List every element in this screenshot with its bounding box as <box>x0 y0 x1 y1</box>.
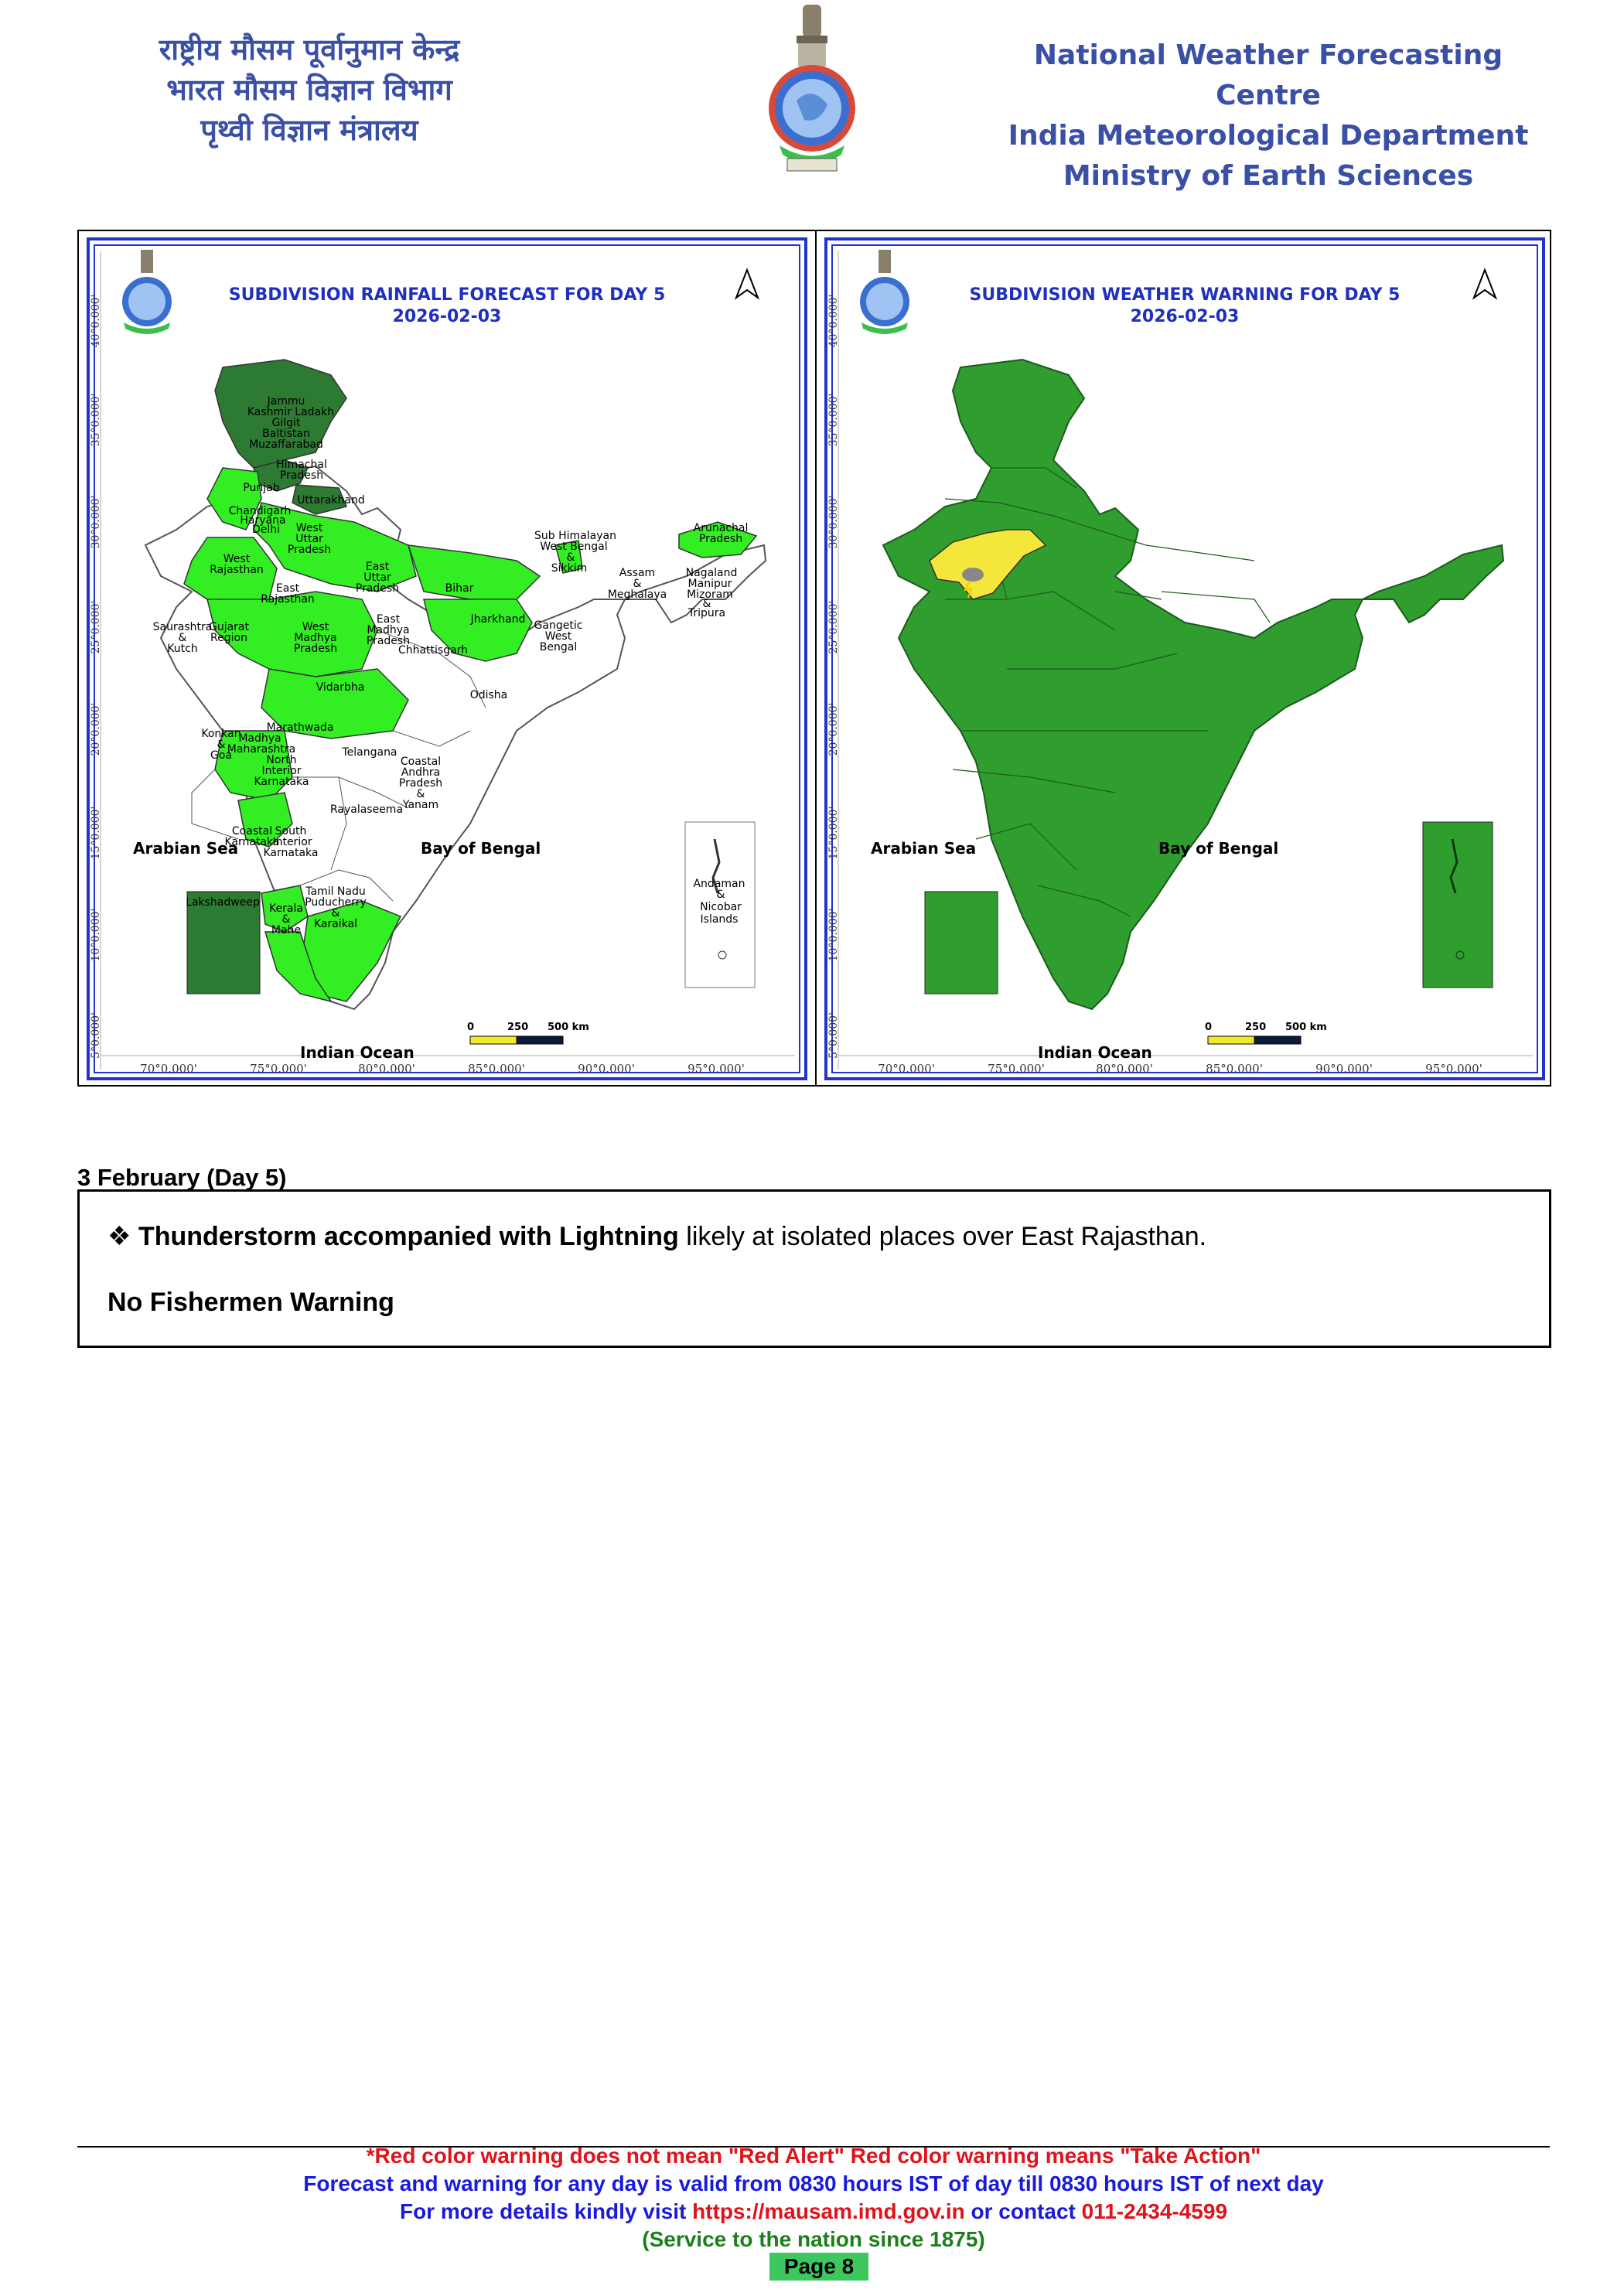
map-label: Pradesh <box>279 469 324 482</box>
warning-map-panel <box>821 236 1548 1082</box>
map-label: West <box>302 621 329 633</box>
map-label: Kerala <box>269 902 303 915</box>
map-label: Madhya <box>238 732 281 745</box>
map-label: Karaikal <box>313 918 358 930</box>
map-label: Interior <box>272 836 312 848</box>
map-label: & <box>633 578 642 590</box>
map-label: Muzaffarabad <box>249 438 323 451</box>
map-label: Andhra <box>401 766 441 779</box>
map-label: Odisha <box>469 689 508 701</box>
map-label: Manipur <box>687 578 732 590</box>
lat-tick: 10°0.000' <box>827 908 840 962</box>
map-label: West <box>544 630 572 643</box>
map-label: Uttar <box>295 533 323 545</box>
warning-map <box>821 236 1548 1082</box>
footer-contact-text: For more details kindly visit <box>399 2199 693 2223</box>
map-label: & <box>416 788 425 800</box>
map-label: Sub Himalayan <box>534 530 616 542</box>
map-label: Marathwada <box>266 722 334 734</box>
footer-contact <box>77 2199 1550 2224</box>
lat-tick: 35°0.000' <box>90 393 102 447</box>
map-label: East <box>376 613 401 626</box>
lat-tick: 30°0.000' <box>827 495 840 549</box>
warning-box <box>77 1189 1551 1348</box>
imd-emblem <box>758 0 866 186</box>
lat-tick: 5°0.000' <box>90 1012 102 1059</box>
map-label: Mizoram <box>687 588 733 601</box>
lon-tick: 90°0.000' <box>578 1062 635 1076</box>
footer-service: (Service to the nation since 1875) <box>642 2227 985 2251</box>
map-title: SUBDIVISION RAINFALL FORECAST FOR DAY 5 <box>228 285 666 305</box>
map-label: East <box>365 561 390 573</box>
map-label: Madhya <box>294 632 337 644</box>
maps-divider <box>815 231 817 1085</box>
map-title: SUBDIVISION WEATHER WARNING FOR DAY 5 <box>969 285 1401 305</box>
lat-tick: 20°0.000' <box>827 702 840 756</box>
map-label: Bengal <box>539 641 578 653</box>
footer-red-note: *Red color warning does not mean "Red Alert" Red color warning means "Take Action" <box>366 2144 1261 2168</box>
page-number: Page 8 <box>769 2253 868 2281</box>
map-label: Andaman <box>693 878 745 890</box>
scale-label: 0 <box>1205 1022 1213 1033</box>
english-line: Ministry of Earth Sciences <box>1063 160 1474 192</box>
lon-tick: 70°0.000' <box>878 1062 935 1076</box>
sea-label: Indian Ocean <box>300 1043 415 1062</box>
map-label: West Bengal <box>540 541 608 553</box>
map-label: Gilgit <box>271 417 301 429</box>
map-label: Rayalaseema <box>329 803 404 816</box>
map-label: Sikkim <box>551 562 588 575</box>
andaman-box <box>1423 822 1493 988</box>
lat-tick: 5°0.000' <box>827 1012 840 1059</box>
map-label: Tripura <box>687 607 726 619</box>
map-label: Pradesh <box>366 635 411 647</box>
lat-tick: 20°0.000' <box>90 702 102 756</box>
phone-number[interactable]: 011-2434-4599 <box>1081 2199 1228 2223</box>
lat-tick: 25°0.000' <box>90 600 102 654</box>
map-label: Lakshadweep <box>186 896 260 909</box>
map-label: Karnataka <box>254 776 309 788</box>
map-label: Coastal <box>400 756 442 768</box>
english-line: India Meteorological Department <box>1008 120 1529 152</box>
map-label: Pradesh <box>287 544 332 556</box>
sea-label: Arabian Sea <box>133 839 239 858</box>
map-label: Telangana <box>342 746 397 759</box>
map-label: West <box>223 553 251 565</box>
map-label: Karnataka <box>224 836 280 848</box>
fishermen-warning: No Fishermen Warning <box>107 1288 394 1317</box>
map-label: Saurashtra <box>152 621 213 633</box>
map-label: Himachal <box>276 459 327 471</box>
lat-tick: 10°0.000' <box>90 908 102 962</box>
map-label: Yanam <box>402 799 439 811</box>
lat-tick: 40°0.000' <box>827 294 840 348</box>
map-label: Kutch <box>167 643 198 655</box>
map-label: & <box>702 598 711 610</box>
map-label: Jammu <box>267 395 305 408</box>
map-label: Kashmir Ladakh <box>247 406 335 418</box>
scale-label: 250 <box>507 1022 529 1033</box>
sea-label: Indian Ocean <box>1038 1043 1152 1062</box>
map-label: Coastal <box>231 825 273 838</box>
footer-contact-text: or contact <box>964 2199 1082 2223</box>
lat-tick: 40°0.000' <box>90 294 102 348</box>
map-label: West <box>295 522 323 534</box>
bullet-icon: ❖ <box>107 1222 131 1251</box>
map-label: Arunachal <box>693 522 749 534</box>
website-link[interactable]: https://mausam.imd.gov.in <box>692 2199 965 2223</box>
lakshadweep-box <box>925 892 998 994</box>
hindi-line: राष्ट्रीय मौसम पूर्वानुमान केन्द्र <box>159 32 460 67</box>
lat-tick: 25°0.000' <box>827 600 840 654</box>
map-label: Puducherry <box>305 896 367 909</box>
map-label: Vidarbha <box>316 681 365 694</box>
map-label: Rajasthan <box>261 593 315 606</box>
map-label: Konkan <box>201 728 241 740</box>
lon-tick: 85°0.000' <box>468 1062 525 1076</box>
sea-label: Bay of Bengal <box>1158 839 1279 858</box>
maps-frame <box>77 230 1551 1087</box>
map-label: Interior <box>261 765 302 777</box>
map-label: Uttar <box>363 571 391 584</box>
rainfall-map-panel <box>84 236 810 1082</box>
map-label: Nagaland <box>685 567 738 579</box>
map-date: 2026-02-03 <box>1130 307 1240 326</box>
lon-tick: 80°0.000' <box>1096 1062 1153 1076</box>
warning-rest: likely at isolated places over East Rajasthan. <box>678 1222 1207 1251</box>
map-label: Assam <box>619 567 656 579</box>
map-label: Chhattisgarh <box>397 644 469 657</box>
map-label: Maharashtra <box>227 743 296 756</box>
map-label: Pradesh <box>398 777 443 790</box>
warning-line <box>107 1221 1206 1252</box>
map-label: & <box>716 889 725 901</box>
scale-label: 500 km <box>1285 1022 1327 1033</box>
map-label: Rajasthan <box>210 564 264 576</box>
lat-tick: 15°0.000' <box>827 806 840 860</box>
map-label: Madhya <box>367 624 410 636</box>
lon-tick: 70°0.000' <box>140 1062 197 1076</box>
map-label: Bihar <box>445 582 474 595</box>
hindi-line: पृथ्वी विज्ञान मंत्रालय <box>200 113 418 147</box>
lat-tick: 30°0.000' <box>90 495 102 549</box>
map-label: Pradesh <box>293 643 338 655</box>
map-date: 2026-02-03 <box>392 307 502 326</box>
map-label: Pradesh <box>698 533 743 545</box>
day-title: 3 February (Day 5) <box>77 1164 287 1191</box>
map-label: & <box>281 913 291 926</box>
lon-tick: 75°0.000' <box>988 1062 1045 1076</box>
lon-tick: 85°0.000' <box>1206 1062 1263 1076</box>
map-label: & <box>217 739 226 751</box>
english-header <box>998 36 1539 196</box>
map-label: Gangetic <box>534 619 583 632</box>
lon-tick: 80°0.000' <box>358 1062 415 1076</box>
map-label: & <box>331 907 340 919</box>
scale-label: 250 <box>1245 1022 1267 1033</box>
lon-tick: 95°0.000' <box>1425 1062 1482 1076</box>
map-label: Gujarat <box>208 621 250 633</box>
map-label: Meghalaya <box>607 588 667 601</box>
map-label: Goa <box>210 749 232 762</box>
lon-tick: 75°0.000' <box>250 1062 307 1076</box>
map-label: & <box>566 551 575 564</box>
warning-bold: Thunderstorm accompanied with Lightning <box>138 1222 679 1251</box>
map-label: Delhi <box>251 524 281 536</box>
map-label: Uttarakhand <box>297 494 365 507</box>
scale-label: 500 km <box>548 1022 589 1033</box>
lon-tick: 90°0.000' <box>1315 1062 1373 1076</box>
sea-label: Bay of Bengal <box>421 839 541 858</box>
rainfall-map <box>84 236 810 1082</box>
map-label: Haryana <box>240 514 286 527</box>
lon-tick: 95°0.000' <box>687 1062 745 1076</box>
hindi-header <box>116 29 503 150</box>
map-label: Jharkhand <box>470 613 526 626</box>
scale-label: 0 <box>467 1022 475 1033</box>
map-label: Punjab <box>243 482 280 494</box>
footer-validity: Forecast and warning for any day is valid from 0830 hours IST of day till 0830 hours IST of next day <box>303 2171 1324 2195</box>
map-label: East <box>275 582 300 595</box>
map-label: Tamil Nadu <box>305 885 366 898</box>
map-label: Pradesh <box>355 582 400 595</box>
map-label: Nicobar <box>700 901 742 913</box>
english-line: National Weather Forecasting Centre <box>1033 39 1503 111</box>
lat-tick: 15°0.000' <box>90 806 102 860</box>
hindi-line: भारत मौसम विज्ञान विभाग <box>166 73 452 107</box>
map-label: & <box>178 632 187 644</box>
map-label: Chandigarh <box>228 505 292 517</box>
map-label: Baltistan <box>262 428 310 440</box>
map-label: Karnataka <box>263 847 319 859</box>
map-label: Region <box>210 632 247 644</box>
map-label: South <box>275 825 307 838</box>
map-label: Mahe <box>271 924 302 936</box>
map-label: Islands <box>700 913 739 926</box>
sea-label: Arabian Sea <box>871 839 977 858</box>
map-label: North <box>266 754 297 766</box>
lat-tick: 35°0.000' <box>827 393 840 447</box>
